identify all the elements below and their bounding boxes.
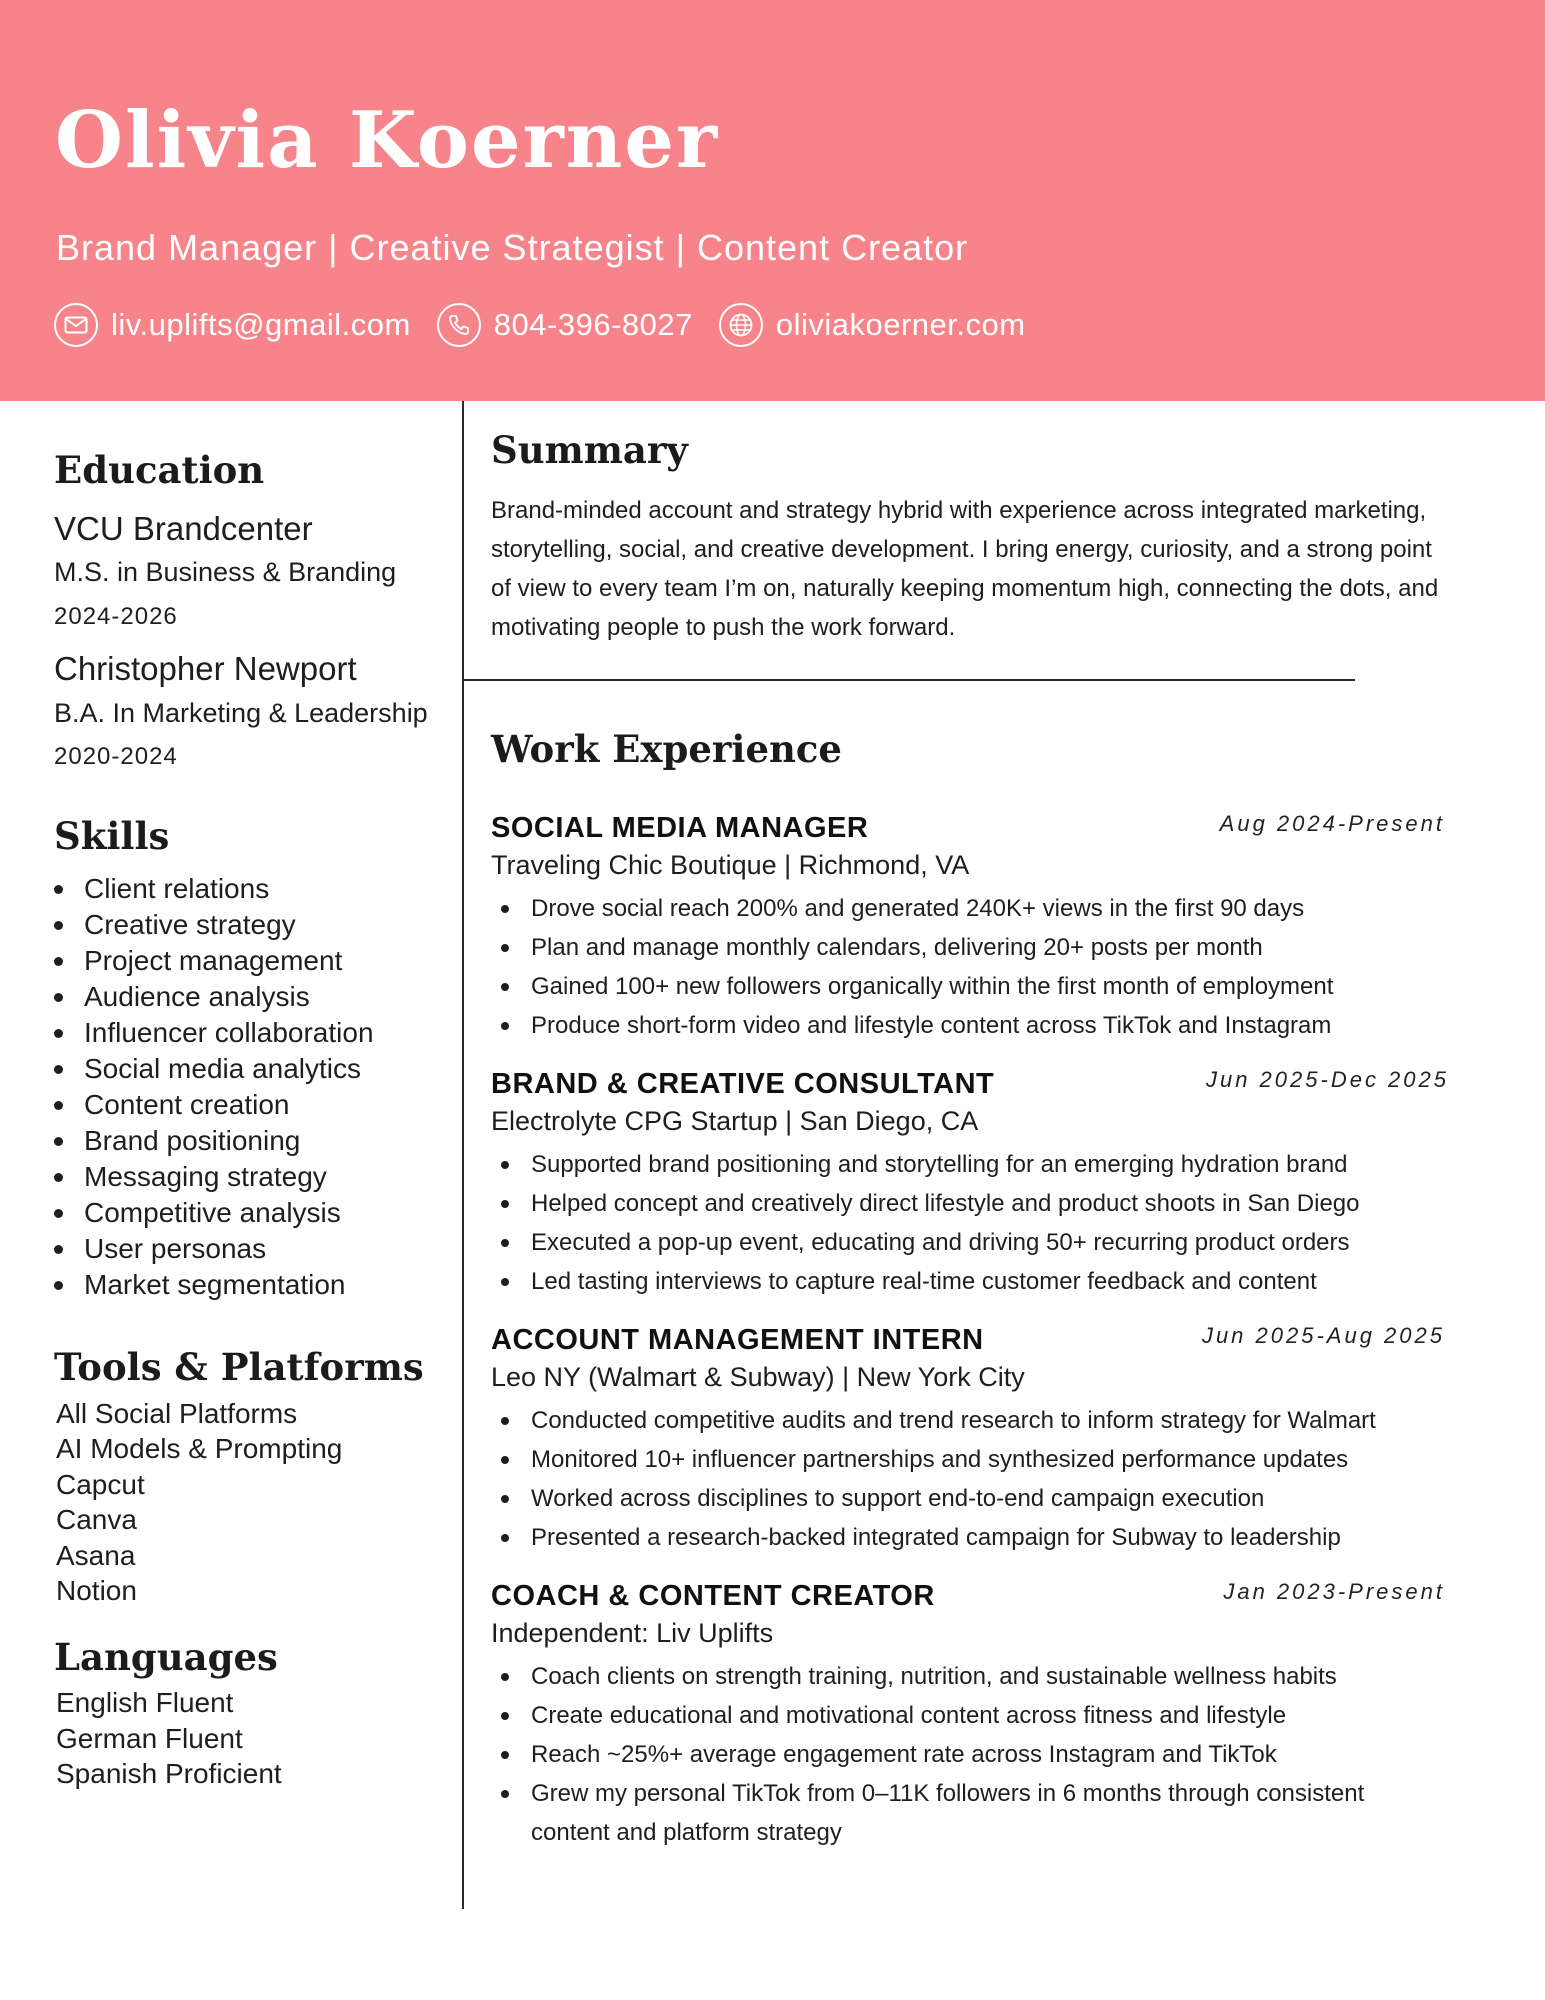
job-entry (491, 811, 1445, 1045)
skill-item: Project management (54, 943, 454, 979)
skill-item: Market segmentation (54, 1267, 454, 1303)
job-title: SOCIAL MEDIA MANAGER (491, 812, 869, 845)
education-school: VCU Brandcenter (54, 509, 313, 547)
skills-list (54, 871, 454, 1303)
education-degree: B.A. In Marketing & Leadership (54, 698, 428, 729)
tools-section (54, 1344, 454, 1609)
job-title: ACCOUNT MANAGEMENT INTERN (491, 1324, 984, 1357)
tool-item: Notion (56, 1575, 137, 1607)
skill-item: Messaging strategy (54, 1159, 454, 1195)
job-date: Jun 2025-Aug 2025 (1201, 1323, 1445, 1349)
tool-item: Canva (56, 1504, 137, 1536)
skill-item: Creative strategy (54, 907, 454, 943)
tool-item: AI Models & Prompting (56, 1433, 343, 1465)
education-item (54, 649, 454, 772)
contact-bar (54, 300, 1052, 350)
languages-section (54, 1634, 454, 1792)
job-bullet: Executed a pop-up event, educating and driving 50+ recurring product orders (491, 1223, 1449, 1262)
job-entry (491, 1067, 1449, 1301)
job-bullet: Create educational and motivational content across fitness and lifestyle (491, 1696, 1421, 1735)
job-bullet: Worked across disciplines to support end-to-end campaign execution (491, 1479, 1445, 1518)
job-entry (491, 1323, 1445, 1557)
globe-icon (719, 303, 763, 347)
contact-website[interactable] (719, 303, 1026, 347)
tools-title: Tools & Platforms (54, 1344, 424, 1389)
job-bullet: Coach clients on strength training, nutrition, and sustainable wellness habits (491, 1657, 1421, 1696)
resume-header (0, 0, 1545, 401)
job-date: Jan 2023-Present (1223, 1579, 1445, 1605)
education-degree: M.S. in Business & Branding (54, 557, 397, 588)
job-bullet: Presented a research-backed integrated campaign for Subway to leadership (491, 1518, 1445, 1557)
skills-section (54, 816, 454, 1303)
languages-list (56, 1685, 454, 1792)
skill-item: Social media analytics (54, 1051, 454, 1087)
phone-icon (437, 303, 481, 347)
job-title: BRAND & CREATIVE CONSULTANT (491, 1068, 995, 1101)
summary-section (491, 430, 1491, 647)
experience-section (491, 726, 1491, 1852)
contact-email[interactable] (54, 303, 411, 347)
education-title: Education (54, 448, 265, 492)
left-column (54, 450, 454, 1792)
job-bullet: Supported brand positioning and storytelling for an emerging hydration brand (491, 1145, 1449, 1184)
tools-list (56, 1396, 454, 1609)
job-company: Leo NY (Walmart & Subway) | New York City (491, 1361, 1025, 1392)
skill-item: Client relations (54, 871, 454, 907)
skill-item: User personas (54, 1231, 454, 1267)
job-bullet: Monitored 10+ influencer partnerships and synthesized performance updates (491, 1440, 1445, 1479)
skill-item: Brand positioning (54, 1123, 454, 1159)
job-bullet: Grew my personal TikTok from 0–11K followers in 6 months through consistent content and platform strategy (491, 1774, 1421, 1852)
education-years: 2024-2026 (54, 602, 178, 630)
language-item: Spanish Proficient (56, 1758, 282, 1790)
education-school: Christopher Newport (54, 650, 357, 688)
job-company: Traveling Chic Boutique | Richmond, VA (491, 850, 970, 881)
job-bullet: Drove social reach 200% and generated 240K+ views in the first 90 days (491, 889, 1445, 928)
contact-phone-text[interactable]: 804-396-8027 (493, 307, 693, 342)
right-column (491, 430, 1491, 1852)
tool-item: Capcut (56, 1468, 145, 1500)
job-bullets (491, 1657, 1421, 1852)
language-item: German Fluent (56, 1722, 243, 1754)
tool-item: Asana (56, 1539, 136, 1571)
summary-title: Summary (491, 428, 688, 472)
job-date: Aug 2024-Present (1219, 811, 1445, 837)
education-years: 2020-2024 (54, 743, 178, 771)
contact-phone[interactable] (437, 303, 693, 347)
language-item: English Fluent (56, 1687, 234, 1719)
job-bullets (491, 1401, 1445, 1557)
job-entry (491, 1579, 1445, 1852)
experience-title: Work Experience (491, 726, 842, 771)
skill-item: Competitive analysis (54, 1195, 454, 1231)
job-bullet: Plan and manage monthly calendars, delivering 20+ posts per month (491, 928, 1445, 967)
education-section (54, 450, 454, 772)
job-bullet: Produce short-form video and lifestyle content across TikTok and Instagram (491, 1006, 1445, 1045)
job-bullets (491, 889, 1445, 1045)
job-company: Electrolyte CPG Startup | San Diego, CA (491, 1106, 979, 1137)
job-bullet: Helped concept and creatively direct lifestyle and product shoots in San Diego (491, 1184, 1449, 1223)
candidate-tagline: Brand Manager | Creative Strategist | Content Creator (56, 227, 969, 268)
job-bullet: Reach ~25%+ average engagement rate across Instagram and TikTok (491, 1735, 1421, 1774)
email-icon (54, 303, 98, 347)
job-date: Jun 2025-Dec 2025 (1205, 1067, 1449, 1093)
contact-email-text[interactable]: liv.uplifts@gmail.com (111, 307, 411, 342)
job-bullet: Led tasting interviews to capture real-time customer feedback and content (491, 1262, 1449, 1301)
job-bullets (491, 1145, 1449, 1301)
contact-website-text[interactable]: oliviakoerner.com (775, 307, 1026, 342)
summary-text: Brand-minded account and strategy hybrid with experience across integrated marketing, storytelling, social, and creative development. I bring energy, curiosity, and a strong point of view to every team I’m on, naturally keeping momentum high, connecting the dots, and motivating people to push the work forward. (491, 496, 1439, 641)
column-divider (462, 401, 464, 1909)
languages-title: Languages (54, 1634, 278, 1679)
skill-item: Content creation (54, 1087, 454, 1123)
education-item (54, 509, 454, 632)
skills-title: Skills (54, 814, 170, 859)
job-bullet: Gained 100+ new followers organically within the first month of employment (491, 967, 1445, 1006)
job-title: COACH & CONTENT CREATOR (491, 1580, 935, 1613)
job-bullet: Conducted competitive audits and trend research to inform strategy for Walmart (491, 1401, 1445, 1440)
skill-item: Influencer collaboration (54, 1015, 454, 1051)
skill-item: Audience analysis (54, 979, 454, 1015)
job-company: Independent: Liv Uplifts (491, 1617, 774, 1648)
candidate-name: Olivia Koerner (55, 95, 720, 186)
tool-item: All Social Platforms (56, 1397, 298, 1429)
